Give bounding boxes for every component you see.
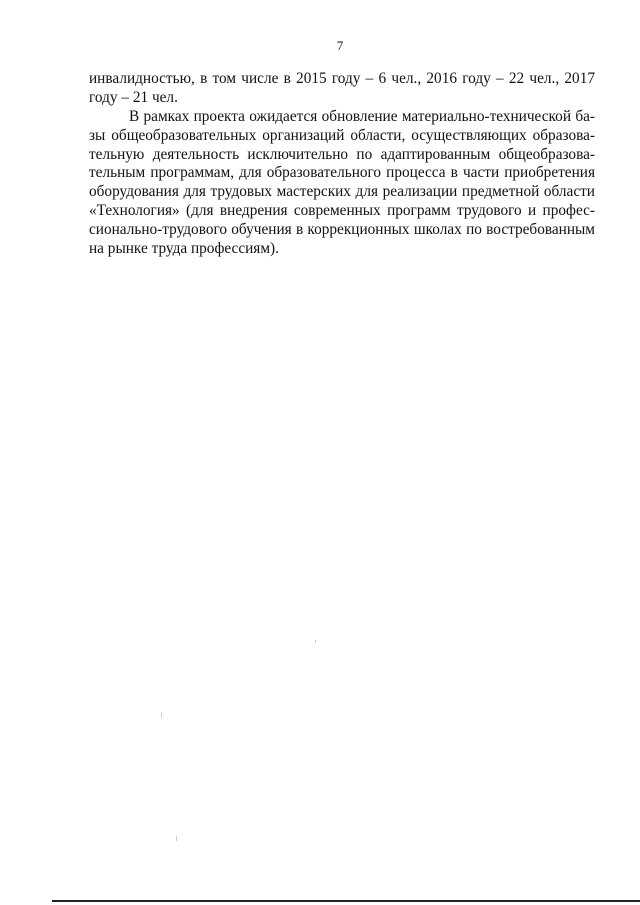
- scan-artifact: [315, 640, 316, 643]
- body-text: [89, 70, 595, 259]
- scan-bottom-edge: [52, 900, 640, 902]
- paragraph-2-line-8: на рынке труда профессиям).: [89, 240, 279, 258]
- scan-artifact: [176, 836, 177, 841]
- paragraph-2-line-5: оборудования для трудовых мастерских для реализации предметной области: [89, 183, 595, 201]
- paragraph-2-line-2: зы общеобразовательных организаций области, осуществляющих образова-: [89, 126, 595, 144]
- page-number: 7: [336, 38, 344, 53]
- paragraph-2-line-6: «Технология» (для внедрения современных программ трудового и профес-: [89, 202, 595, 220]
- paragraph-2-line-7: сионально-трудового обучения в коррекционных школах по востребованным: [89, 221, 595, 239]
- paragraph-2-line-4: тельным программам, для образовательного процесса в части приобретения: [89, 164, 595, 182]
- paragraph-1-line-2: году – 21 чел.: [89, 88, 178, 106]
- paragraph-2-line-1: В рамках проекта ожидается обновление материально-технической ба-: [129, 107, 595, 125]
- paragraph-2-line-3: тельную деятельность исключительно по адаптированным общеобразова-: [89, 145, 595, 163]
- scan-artifact: [161, 712, 162, 718]
- paragraph-1-line-1: инвалидностью, в том числе в 2015 году – 6 чел., 2016 году – 22 чел., 2017: [89, 70, 595, 87]
